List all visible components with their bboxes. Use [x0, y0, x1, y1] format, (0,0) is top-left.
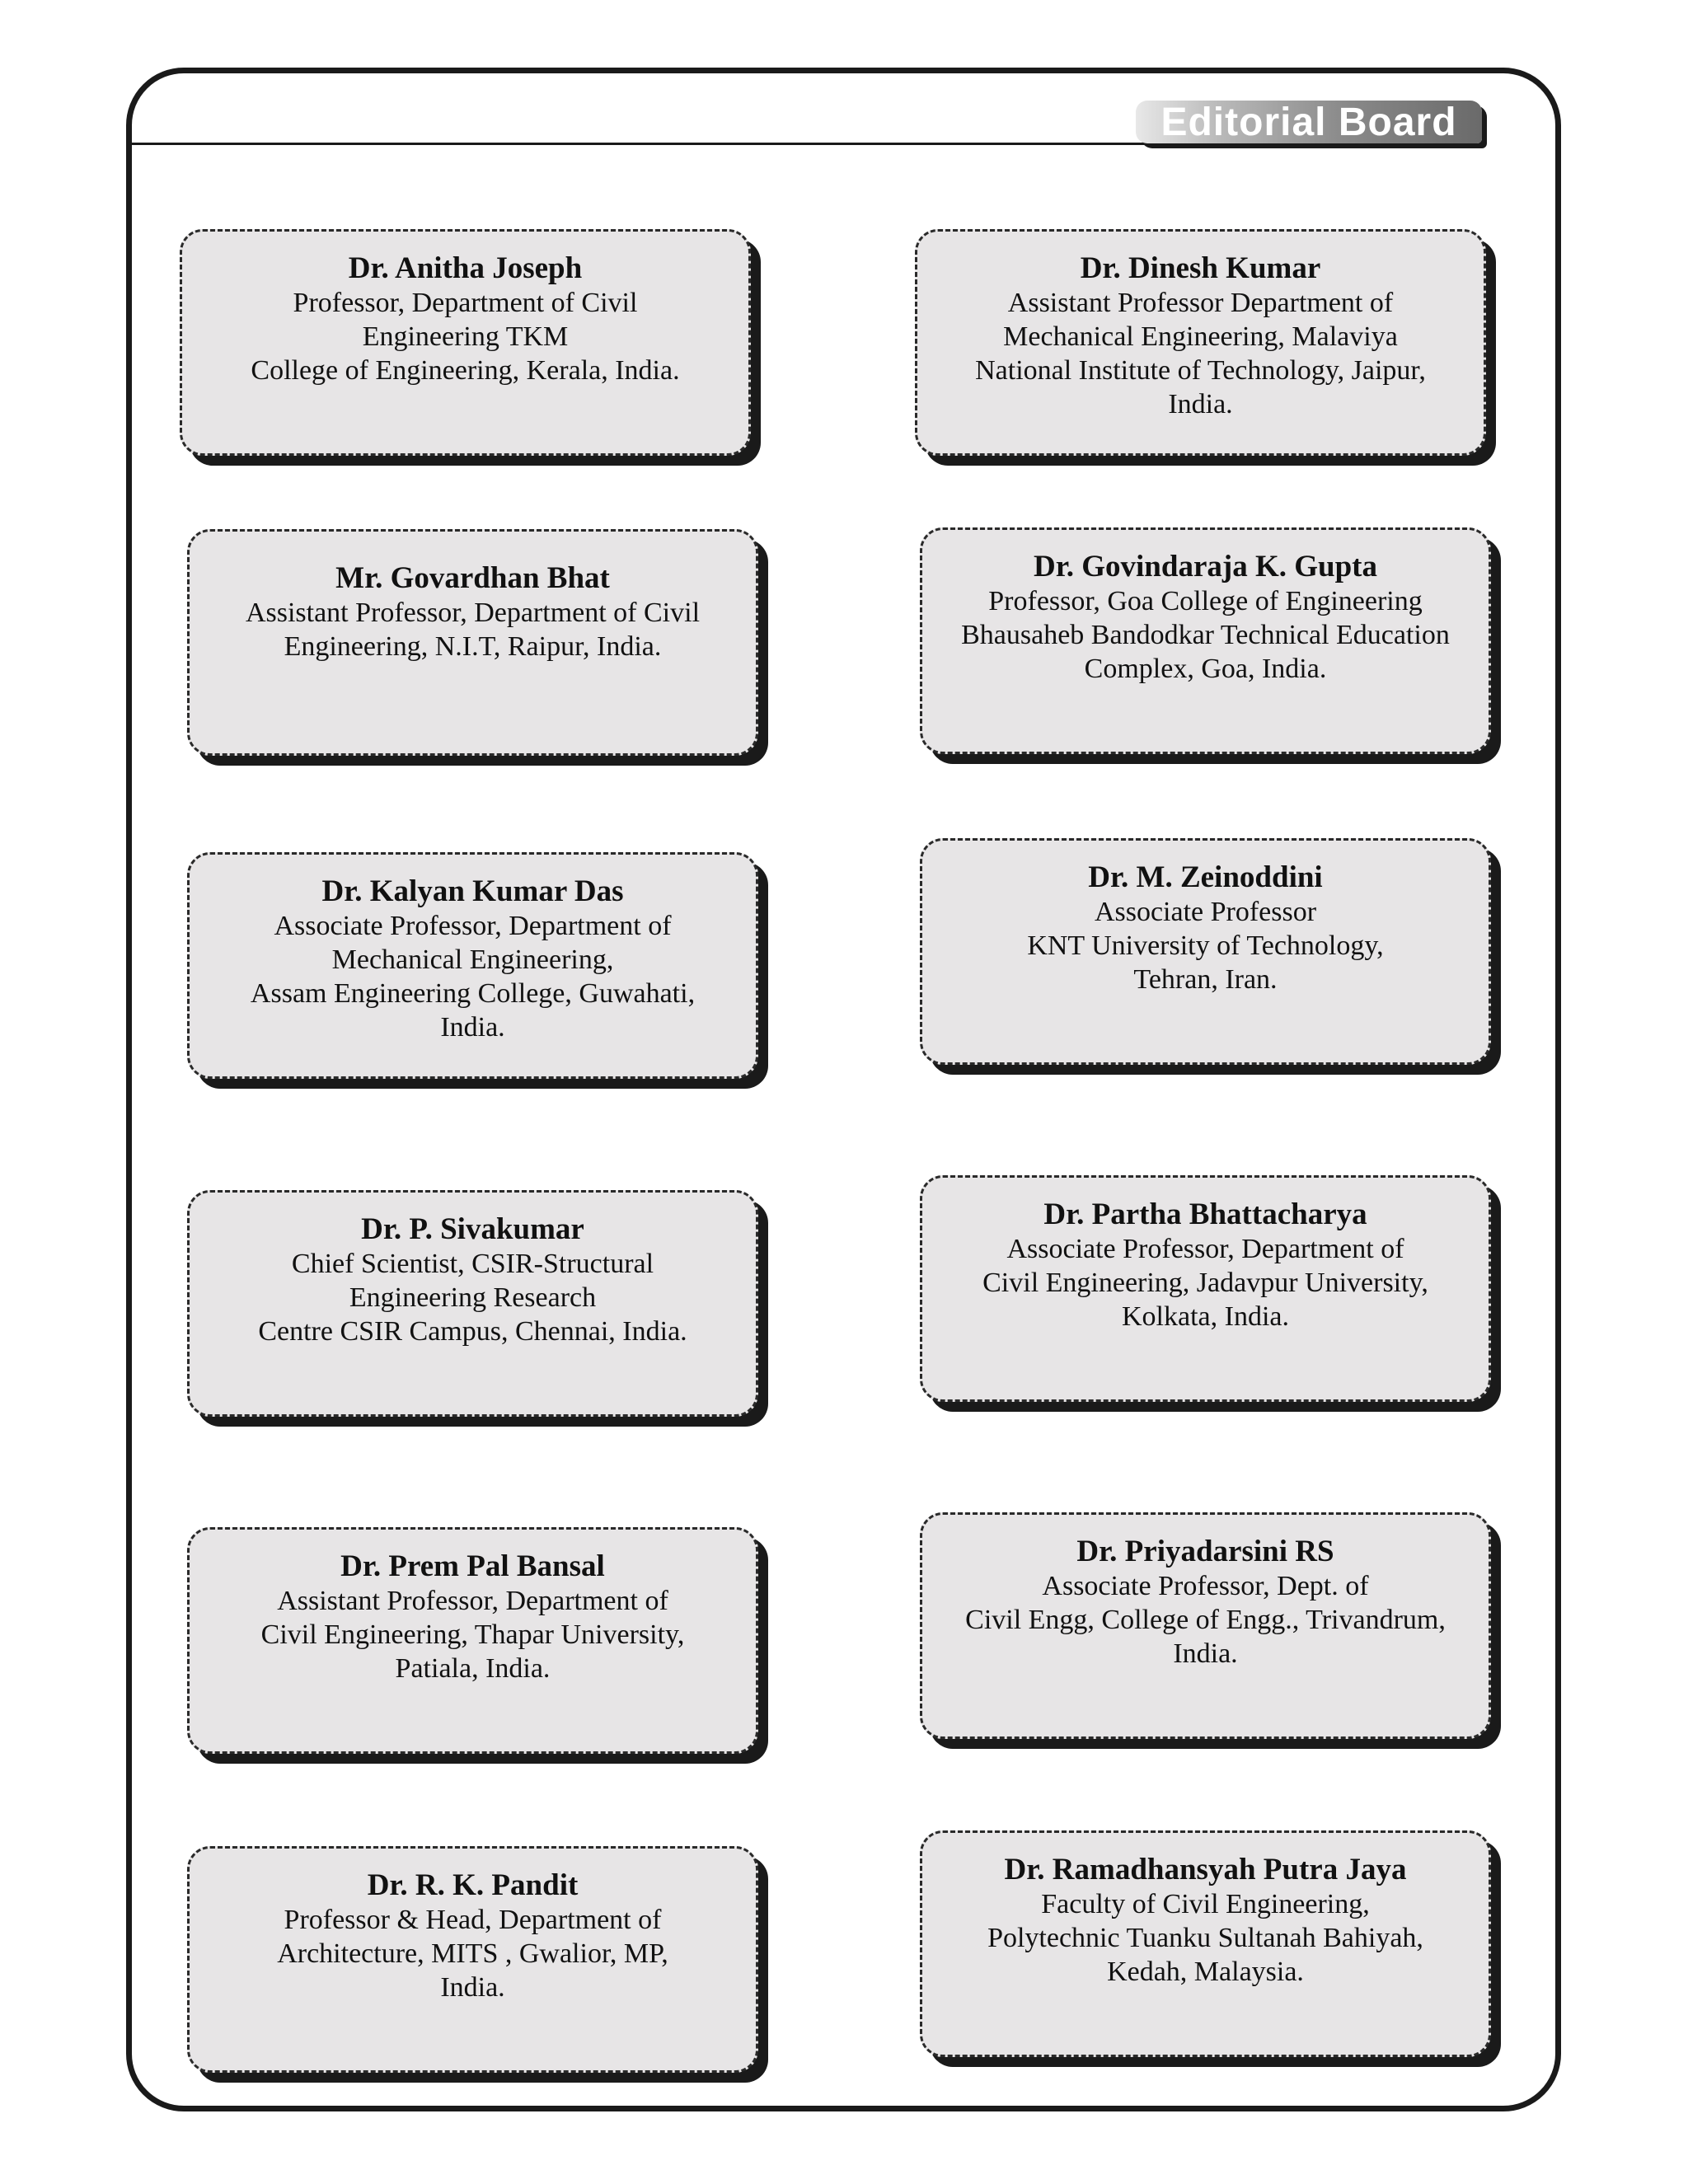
member-affiliation: Professor, Goa College of Engineering Bhausaheb Bandodkar Technical Education Complex, Goa, India. [961, 586, 1450, 684]
section-title-tab [1136, 101, 1482, 143]
member-affiliation: Associate Professor, Department of Civil Engineering, Jadavpur University, Kolkata, India. [982, 1234, 1428, 1332]
member-name: Dr. P. Sivakumar [361, 1212, 584, 1246]
member-affiliation: Associate Professor, Dept. of Civil Engg, College of Engg., Trivandrum, India. [965, 1571, 1446, 1669]
member-affiliation: Assistant Professor Department of Mechanical Engineering, Malaviya National Institute of Technology, Jaipur, India. [975, 288, 1426, 419]
member-card-kalyan-kumar-das [187, 852, 758, 1079]
member-name: Dr. Partha Bhattacharya [1043, 1197, 1367, 1231]
member-card-anitha-joseph [180, 229, 751, 456]
member-card-govardhan-bhat [187, 529, 758, 756]
member-card-p-sivakumar [187, 1190, 758, 1417]
member-name: Dr. M. Zeinoddini [1088, 860, 1323, 894]
member-name: Dr. Anitha Joseph [348, 251, 583, 285]
member-affiliation: Assistant Professor, Department of Civil Engineering, N.I.T, Raipur, India. [245, 598, 701, 662]
member-affiliation: Faculty of Civil Engineering, Polytechnic Tuanku Sultanah Bahiyah, Kedah, Malaysia. [987, 1889, 1423, 1987]
member-name: Dr. Priyadarsini RS [1076, 1535, 1334, 1568]
member-card-r-k-pandit [187, 1846, 758, 2073]
member-affiliation: Professor, Department of Civil Engineering TKM College of Engineering, Kerala, India. [251, 288, 680, 386]
member-affiliation: Associate Professor, Department of Mechanical Engineering, Assam Engineering College, Guwahati, India. [250, 911, 696, 1043]
member-name: Mr. Govardhan Bhat [335, 561, 610, 595]
member-card-prem-pal-bansal [187, 1527, 758, 1754]
member-name: Dr. Dinesh Kumar [1080, 251, 1321, 285]
member-name: Dr. R. K. Pandit [367, 1868, 579, 1902]
member-name: Dr. Ramadhansyah Putra Jaya [1004, 1853, 1407, 1886]
member-affiliation: Assistant Professor, Department of Civil Engineering, Thapar University, Patiala, India. [260, 1586, 685, 1684]
member-card-dinesh-kumar [915, 229, 1486, 456]
member-card-partha-bhattacharya [920, 1175, 1491, 1402]
member-card-m-zeinoddini [920, 838, 1491, 1065]
member-affiliation: Associate Professor KNT University of Technology, Tehran, Iran. [1027, 897, 1384, 995]
member-card-ramadhansyah-putra-jaya [920, 1830, 1491, 2057]
member-name: Dr. Govindaraja K. Gupta [1034, 550, 1377, 583]
member-affiliation: Chief Scientist, CSIR-Structural Engineering Research Centre CSIR Campus, Chennai, India. [258, 1249, 687, 1347]
member-affiliation: Professor & Head, Department of Architecture, MITS , Gwalior, MP, India. [277, 1905, 668, 2003]
member-card-priyadarsini-rs [920, 1512, 1491, 1739]
member-name: Dr. Prem Pal Bansal [340, 1549, 605, 1583]
member-name: Dr. Kalyan Kumar Das [321, 874, 624, 908]
section-title: Editorial Board [1160, 100, 1457, 144]
member-card-govindaraja-k-gupta [920, 527, 1491, 754]
